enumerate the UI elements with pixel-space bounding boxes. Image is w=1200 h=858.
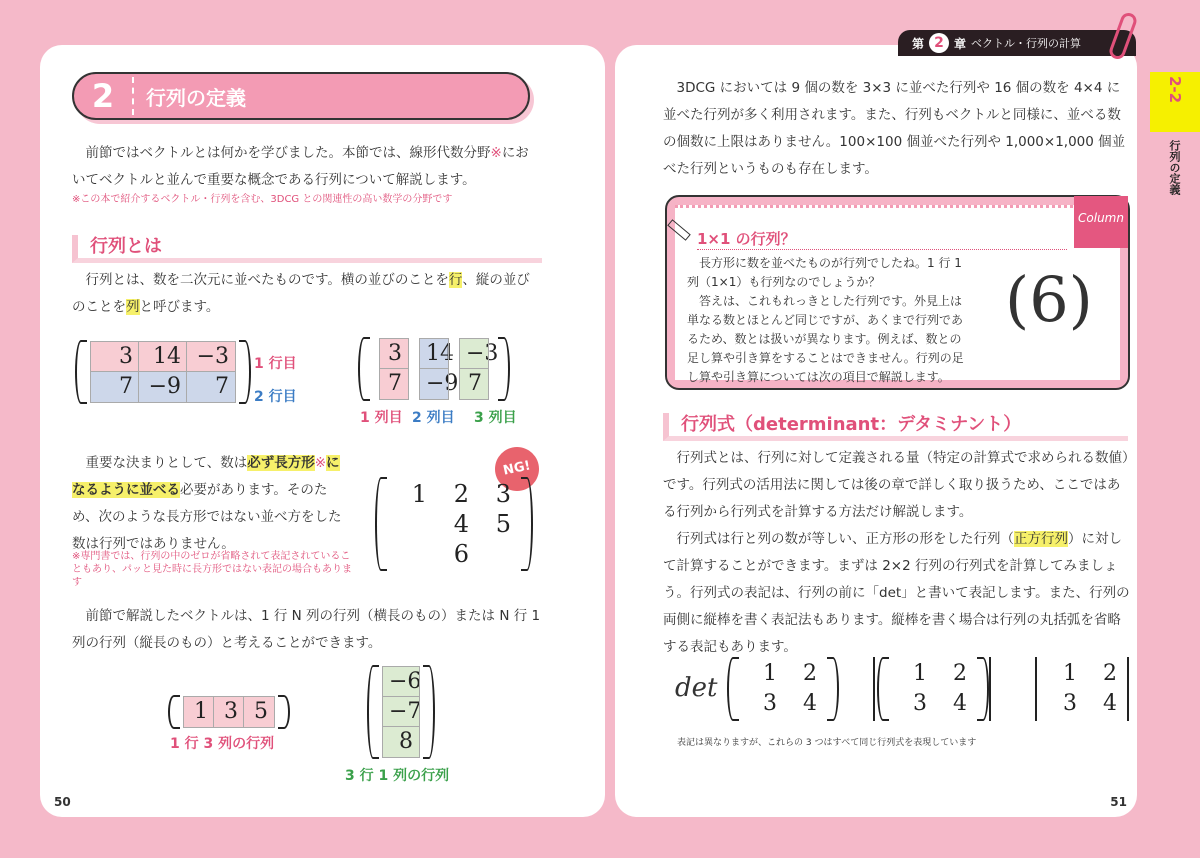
matrix-cell: 3 [380, 339, 408, 369]
right-paren [827, 657, 839, 721]
det-matrix-bars-paren [873, 657, 993, 721]
det-bar-right [1127, 657, 1131, 721]
matrix-cell: −3 [187, 342, 235, 372]
row-label-1: 1 行目 [254, 356, 297, 372]
side-tab[interactable] [1150, 72, 1200, 132]
right-paren [239, 340, 251, 404]
matrix-column-example [358, 337, 510, 401]
right-paren [278, 695, 290, 729]
matrix-cells [739, 657, 827, 721]
heading-determinant: 行列式（determinant：デタミナント） [663, 413, 1128, 441]
col-label-2: 2 列目 [412, 410, 455, 426]
matrix-cell: −9 [420, 369, 448, 399]
section-number: 2 [74, 77, 134, 115]
left-page [40, 45, 605, 817]
column-tag: Column [1074, 196, 1128, 248]
right-intro-paragraph: 3DCG においては 9 個の数を 3×3 に並べた行列や 16 個の数を 4×4 に並べた行列が多く利用されます。また、行列もベクトルと同様に、並べる数の個数に上限はありません。100×100 個並べた行列や 1,000×1,000 個並べた行列というものも存在します。 [663, 80, 1126, 177]
matrix-cell: 3 [91, 342, 139, 372]
col-label-1: 1 列目 [360, 410, 403, 426]
right-page [615, 45, 1137, 817]
det-bar-right [989, 657, 993, 721]
matrix-cell: 7 [187, 372, 235, 402]
matrix-cell: 1 [411, 480, 427, 508]
left-paren [375, 477, 387, 571]
matrix-cells [87, 340, 239, 404]
heading-gyoretsu-towa: 行列とは [72, 235, 542, 263]
side-tab-section: 2-2 [1166, 76, 1184, 104]
page-number-right: 51 [1110, 795, 1127, 809]
left-paren [168, 695, 180, 729]
matrix-cell: 7 [91, 372, 139, 402]
matrix-row-example [75, 340, 251, 404]
matrix-ng-example [375, 477, 533, 571]
matrix-cell: 3 [763, 691, 777, 716]
matrix-cell: 14 [139, 342, 187, 372]
column-body: 長方形に数を並べたものが行列でしたね。1 行 1 列（1×1）も行列なのでしょうか？ 答えは、これもれっきとした行列です。外見上は単なる数とほとんど同じですが、あくまで行列であるため、数とは扱いが異なります。例えば、数との足し算や引き算をすることはできません。行列の足し算や引き算については次の項目で解説します。 [687, 256, 964, 384]
left-paren [877, 657, 889, 721]
matrix-cells [370, 337, 498, 401]
chapter-number: 2 [929, 33, 949, 53]
page-number-left: 50 [54, 795, 71, 809]
intro-footnote: ※この本で紹介するベクトル・行列を含む、3DCG との関連性の高い数学の分野です [72, 194, 453, 205]
section-title-bar [72, 72, 530, 120]
col-vector-label: 3 行 1 列の行列 [345, 768, 450, 784]
determinant-paragraph-2: 行列式は行と列の数が等しい、正方形の形をした行列（正方行列）に対して計算することができます。まずは 2×2 行列の行列式を計算してみましょう。行列式の表記は、行列の前に「det」と書いて表記します。また、行列の両側に縦棒を書く表記法もあります。縦棒を書く場合は行列の丸括弧を省略する表記もあります。 [663, 531, 1130, 655]
right-paren [498, 337, 510, 401]
matrix-cell: 7 [460, 369, 488, 399]
ng-badge: NG! [491, 443, 543, 495]
matrix-cell: 3 [214, 697, 244, 727]
matrix-cell: 4 [453, 510, 469, 538]
det-matrix-bars [1035, 657, 1131, 721]
row-label-2: 2 行目 [254, 389, 297, 405]
matrix-cell: 6 [453, 540, 469, 568]
right-paren [521, 477, 533, 571]
right-paren [423, 665, 435, 759]
matrix-cell: 1 [763, 661, 777, 686]
matrix-cell: 3 [1063, 691, 1077, 716]
matrix-cells [387, 477, 521, 571]
row-vector-matrix [168, 695, 290, 729]
left-paren [358, 337, 370, 401]
matrix-cell: 5 [495, 510, 511, 538]
matrix-cell: 2 [453, 480, 469, 508]
rule-paragraph: 重要な決まりとして、数は必ず長方形※になるように並べる必要があります。そのため、次のような長方形ではない並べ方をした数は行列ではありません。 [72, 455, 342, 552]
left-paren [75, 340, 87, 404]
section-title: 行列の定義 [146, 85, 246, 110]
matrix-cell: 3 [913, 691, 927, 716]
matrix-cell: 2 [953, 661, 967, 686]
intro-paragraph: 前節ではベクトルとは何かを学びました。本節では、線形代数分野※においてベクトルと並んで重要な概念である行列について解説します。 [72, 145, 529, 188]
column-title: 1×1 の行列？ [697, 228, 1067, 250]
chapter-title: ベクトル・行列の計算 [971, 37, 1082, 50]
side-tab-title: 行列の定義 [1168, 140, 1181, 195]
matrix-cell: −3 [460, 339, 488, 369]
matrix-cell: 5 [244, 697, 274, 727]
det-label: det [675, 673, 718, 703]
chapter-header [898, 30, 1136, 56]
matrix-cell: 4 [953, 691, 967, 716]
matrix-cell: −7 [383, 697, 419, 727]
chapter-suffix: 章 [954, 36, 967, 51]
matrix-cell: −6 [383, 667, 419, 697]
left-paren [727, 657, 739, 721]
matrix-cells [1039, 657, 1127, 721]
left-paren [367, 665, 379, 759]
column-box [665, 195, 1130, 390]
det-matrix-paren [727, 657, 839, 721]
right-paren [977, 657, 989, 721]
vector-paragraph: 前節で解説したベクトルは、1 行 N 列の行列（横長のもの）または N 行 1 列の行列（縦長のもの）と考えることができます。 [72, 608, 541, 651]
pencil-icon [667, 219, 691, 241]
matrix-cell: 1 [1063, 661, 1077, 686]
matrix-cell: 4 [1103, 691, 1117, 716]
matrix-cell: 4 [803, 691, 817, 716]
matrix-cell: −9 [139, 372, 187, 402]
matrix-cell: 2 [803, 661, 817, 686]
definition-paragraph: 行列とは、数を二次元に並べたものです。横の並びのことを行、縦の並びのことを列と呼びます。 [72, 272, 530, 315]
matrix-cell: 3 [495, 480, 511, 508]
chapter-prefix: 第 [912, 36, 925, 51]
column-vector-matrix [367, 665, 435, 759]
matrix-cell: 8 [383, 727, 419, 757]
matrix-cell: 1 [184, 697, 214, 727]
one-by-one-matrix: (6) [1005, 263, 1093, 336]
matrix-cell: 7 [380, 369, 408, 399]
rule-footnote: ※専門書では、行列の中のゼロが省略されて表記されていることもあり、パッと見た時に長方形ではない表記の場合もあります [72, 551, 352, 588]
matrix-cell: 1 [913, 661, 927, 686]
matrix-cells [180, 695, 278, 729]
matrix-cell: 14 [420, 339, 448, 369]
det-caption: 表記は異なりますが、これらの 3 つはすべて同じ行列式を表現しています [677, 738, 977, 748]
one-by-one-value: 6 [1029, 263, 1069, 336]
matrix-cells [889, 657, 977, 721]
determinant-paragraph-1: 行列式とは、行列に対して定義される量（特定の計算式で求められる数値）です。行列式の活用法に関しては後の章で詳しく取り扱うため、ここではある行列から行列式を計算する方法だけ解説します。 [663, 450, 1129, 520]
matrix-cells [379, 665, 423, 759]
row-vector-label: 1 行 3 列の行列 [170, 736, 275, 752]
col-label-3: 3 列目 [474, 410, 517, 426]
matrix-cell: 2 [1103, 661, 1117, 686]
